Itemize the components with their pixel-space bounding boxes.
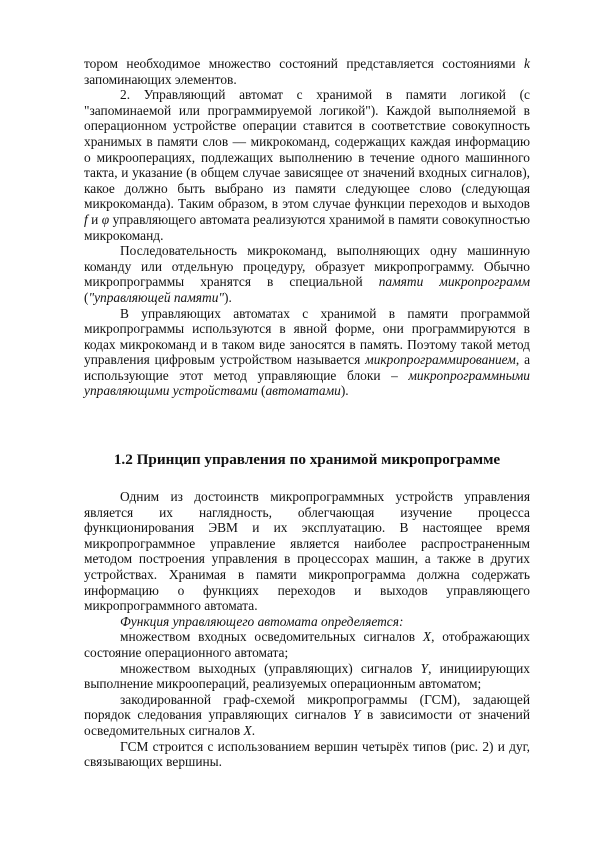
text-run: . (251, 722, 256, 738)
text-run: множеством выходных (управляющих) сигналов (120, 660, 421, 676)
text-run: , инициирующих выполнение микроопераций, реализуемых операционным автоматом; (84, 660, 530, 692)
text-run: множеством входных осведомительных сигналов (120, 629, 423, 645)
text-run: , отображающих состояние операционного автомата; (84, 629, 530, 660)
text-run: ( (257, 383, 266, 399)
term-control-memory: "управляющей памяти" (88, 289, 225, 305)
paragraph-output-signals (84, 661, 530, 692)
text-run: ). (224, 289, 232, 305)
term-microprogramming: микропрограммированием (365, 352, 516, 368)
text-run: Последовательность микрокоманд, выполняющих одну машинную команду или отдельную процедуру, образует микропрограмму. Обычно микропрограммы хранятся в специальной (84, 243, 530, 290)
text-run: и (87, 211, 102, 227)
paragraph-input-signals (84, 629, 530, 660)
paragraph-microprogram (84, 243, 530, 305)
term-microprogram-control-units: микропрограммными управляющими устройствами (84, 367, 530, 399)
text-run: В управляющих автоматах с хранимой в памяти программой микропрограммы используются в явной форме, они программируются в кодах микрокоманд и в таком виде заносятся в память. Поэтому такой метод управления цифровым устройством называется (84, 305, 530, 368)
text-run: закодированной граф-схемой микропрограммы (ГСМ), задающей порядок следования управляющих сигналов (84, 691, 530, 723)
variable-y: Y (352, 707, 361, 723)
variable-y: Y (420, 660, 429, 676)
variable-x: X (243, 722, 252, 738)
term-microprogram-memory: памяти микропрограмм (378, 274, 530, 290)
section-part1 (84, 56, 530, 399)
term-automata: автоматами (265, 383, 341, 399)
text-run: ). (340, 383, 349, 399)
paragraph-gsm (84, 692, 530, 739)
text-run: тором необходимое множество состояний представляется состояниями (84, 56, 525, 71)
variable-k: k (524, 56, 530, 71)
section-part2 (84, 489, 530, 770)
text-run: , а использующие этот метод управляющие блоки – (84, 352, 531, 383)
text-run: 2. Управляющий автомат с хранимой в памяти логикой (с "запоминаемой или программируемой логикой"). Каждой выполняемой в операционном устройстве операции ставится в соответствие совокупность хранимых в памяти слов — микрокоманд, содержащих каждая информацию о микрооперациях, подлежащих выполнению в течение одного машинного такта, и указание (в общем случае зависящее от значений входных сигналов), какое должно быть выбрано из памяти следующее слово (следующая микрокоманда). Таким образом, в этом случае функции переходов и выходов (84, 87, 530, 212)
variable-phi: φ (101, 211, 110, 227)
paragraph-microprogramming (84, 306, 530, 400)
paragraph-gsm-vertices: ГСМ строится с использованием вершин четырёх типов (рис. 2) и дуг, связывающих вершины. (84, 738, 530, 770)
text-run: запоминающих элементов. (84, 71, 237, 87)
text-run: в зависимости от значений осведомительных сигналов (84, 707, 531, 738)
text-run: ( (84, 289, 89, 305)
text-run: управляющего автомата реализуются хранимой в памяти совокупностью микрокоманд. (84, 211, 530, 243)
variable-f: f (84, 211, 88, 227)
section-heading: 1.2 Принцип управления по хранимой микропрограмме (113, 451, 501, 468)
variable-x: X (422, 629, 432, 645)
paragraph-stored-logic (84, 87, 530, 243)
paragraph-advantages: Одним из достоинств микропрограммных устройств управления является их наглядность, облегчающая изучение процесса функционирования ЭВМ и их эксплуатацию. В настоящее время микропрограммное управление является наиболее распространенным методом построения управления в процессорах машин, а также в других устройствах. Хранимая в памяти микропрограмма должна содержать информацию о функциях переходов и выходов управляющего микропрограммного автомата. (84, 489, 530, 614)
paragraph-function-defined: Функция управляющего автомата определяется: (120, 613, 404, 629)
paragraph-continuation (84, 56, 530, 87)
